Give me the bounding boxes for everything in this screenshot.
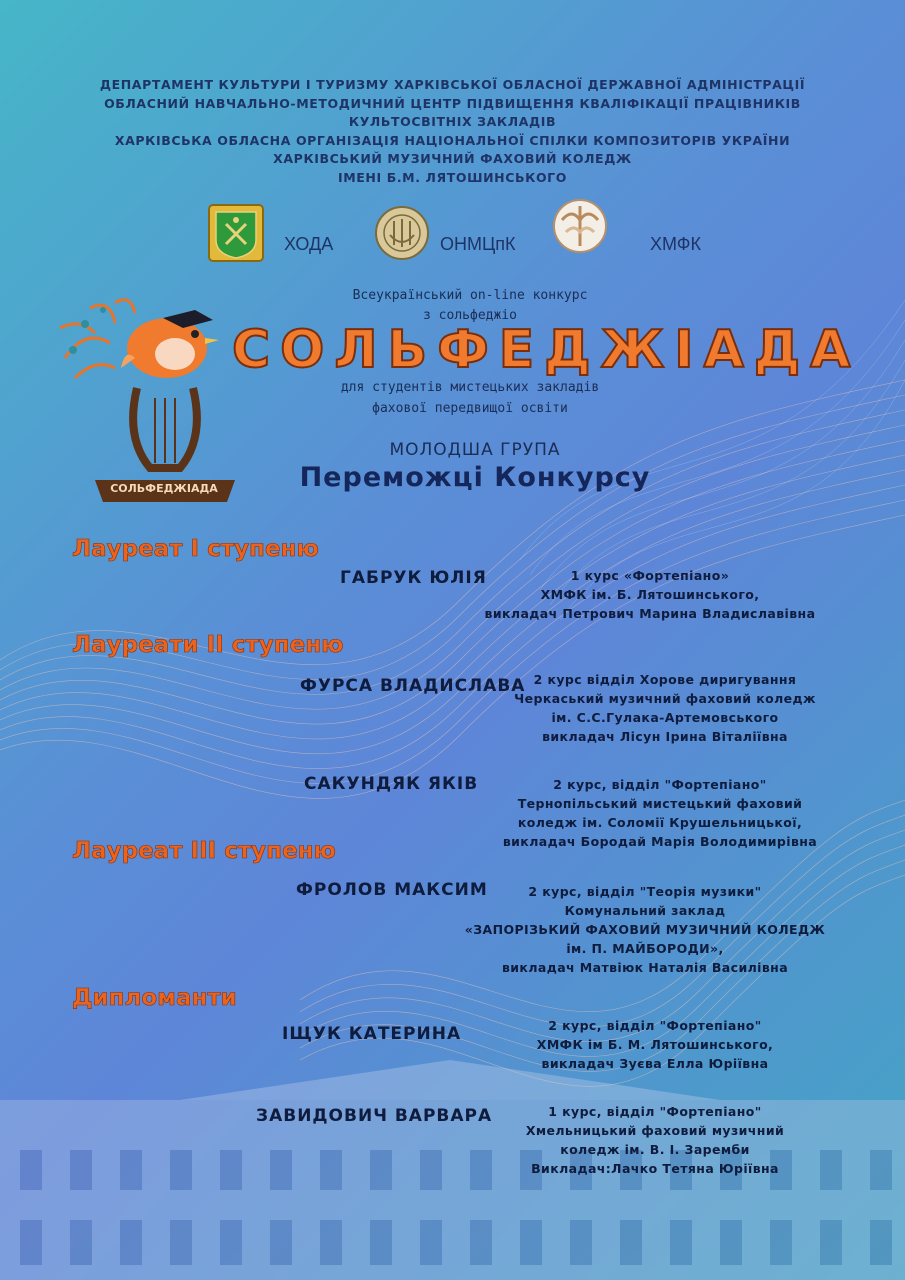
detail-line: 2 курс, відділ "Фортепіано"	[553, 777, 767, 792]
header-line: ХАРКІВСЬКА ОБЛАСНА ОРГАНІЗАЦІЯ НАЦІОНАЛЬНОЇ СПІЛКИ КОМПОЗИТОРІВ УКРАЇНИ	[114, 132, 791, 148]
participant-details	[470, 566, 830, 623]
participant-name: ФУРСА ВЛАДИСЛАВА	[300, 676, 526, 696]
section-laureate-1: Лауреат І ступеню	[72, 536, 319, 562]
section-laureate-3: Лауреат ІІІ ступеню	[72, 838, 336, 864]
participant-name: ЗАВИДОВИЧ ВАРВАРА	[256, 1106, 493, 1126]
detail-line: «ЗАПОРІЗЬКИЙ ФАХОВИЙ МУЗИЧНИЙ КОЛЕДЖ	[464, 922, 826, 937]
organizers-header	[0, 76, 905, 187]
detail-line: ім. С.С.Гулака-Артемовського	[551, 710, 779, 725]
detail-line: 1 курс, відділ "Фортепіано"	[548, 1104, 762, 1119]
participant-name: ФРОЛОВ МАКСИМ	[296, 880, 488, 900]
participant-details	[490, 775, 830, 851]
bird-lyre-emblem-icon	[55, 288, 235, 508]
logo-label-hoda: ХОДА	[284, 234, 334, 254]
detail-line: викладач Петрович Марина Владиславівна	[484, 606, 816, 621]
participant-details	[490, 1102, 820, 1178]
detail-line: викладач Бородай Марія Володимирівна	[502, 834, 818, 849]
detail-line: коледж ім. В. І. Заремби	[560, 1142, 750, 1157]
detail-line: 2 курс, відділ "Теорія музики"	[528, 884, 762, 899]
detail-line: 2 курс, відділ "Фортепіано"	[548, 1018, 762, 1033]
participant-details	[490, 1016, 820, 1073]
hmfk-emblem-icon	[552, 198, 608, 254]
participant-details	[500, 670, 830, 746]
detail-line: викладач Лісун Ірина Віталіївна	[542, 729, 788, 744]
detail-line: ХМФК ім. Б. Лятошинського,	[540, 587, 760, 602]
section-laureate-2: Лауреати ІІ ступеню	[72, 632, 344, 658]
detail-line: Викладач:Лачко Тетяна Юріївна	[531, 1161, 779, 1176]
ribbon-label: СОЛЬФЕДЖІАДА	[110, 482, 218, 495]
contest-subtitle-3: для студентів мистецьких закладів	[340, 380, 600, 395]
detail-line: Черкаський музичний фаховий коледж	[514, 691, 816, 706]
participant-name: ГАБРУК ЮЛІЯ	[340, 568, 487, 588]
header-line: ОБЛАСНИЙ НАВЧАЛЬНО-МЕТОДИЧНИЙ ЦЕНТР ПІДВИЩЕННЯ КВАЛІФІКАЦІЇ ПРАЦІВНИКІВ	[104, 95, 801, 111]
contest-subtitle-2: з сольфеджіо	[423, 308, 517, 323]
header-line: КУЛЬТОСВІТНІХ ЗАКЛАДІВ	[348, 114, 557, 129]
header-line: ДЕПАРТАМЕНТ КУЛЬТУРИ І ТУРИЗМУ ХАРКІВСЬКОЇ ОБЛАСНОЇ ДЕРЖАВНОЇ АДМІНІСТРАЦІЇ	[99, 77, 806, 92]
header-line: ХАРКІВСЬКИЙ МУЗИЧНИЙ ФАХОВИЙ КОЛЕДЖ	[273, 151, 632, 166]
detail-line: 1 курс «Фортепіано»	[570, 568, 730, 583]
section-diploma: Дипломанти	[72, 985, 237, 1011]
detail-line: викладач Матвіюк Наталія Василівна	[501, 960, 789, 975]
onmc-emblem-icon	[374, 205, 430, 261]
detail-line: ім. П. МАЙБОРОДИ»,	[566, 941, 724, 956]
participant-name: ІЩУК КАТЕРИНА	[282, 1024, 462, 1044]
logo-label-onmc: ОНМЦпК	[440, 234, 516, 254]
detail-line: Хмельницький фаховий музичний	[525, 1123, 785, 1138]
logo-label-hmfk: ХМФК	[650, 234, 701, 254]
detail-line: викладач Зуєва Елла Юріївна	[541, 1056, 769, 1071]
winners-title: Переможці Конкурсу	[299, 462, 651, 493]
detail-line: 2 курс відділ Хорове диригування	[533, 672, 797, 687]
detail-line: Комунальний заклад	[564, 903, 726, 918]
contest-subtitle-1: Всеукраїнський on-line конкурс	[352, 288, 588, 303]
group-label: МОЛОДША ГРУПА	[389, 440, 561, 460]
detail-line: ХМФК ім Б. М. Лятошинського,	[536, 1037, 774, 1052]
header-line: ІМЕНІ Б.М. ЛЯТОШИНСЬКОГО	[338, 169, 567, 185]
contest-subtitle-4: фахової передвищої освіти	[372, 401, 568, 416]
contest-title: СОЛЬФЕДЖІАДА	[232, 320, 861, 380]
detail-line: коледж ім. Соломії Крушельницької,	[517, 815, 803, 830]
participant-name: САКУНДЯК ЯКІВ	[304, 774, 479, 794]
participant-details	[460, 882, 830, 977]
kharkiv-coat-of-arms-icon	[208, 204, 264, 262]
detail-line: Тернопільський мистецький фаховий	[517, 796, 803, 811]
